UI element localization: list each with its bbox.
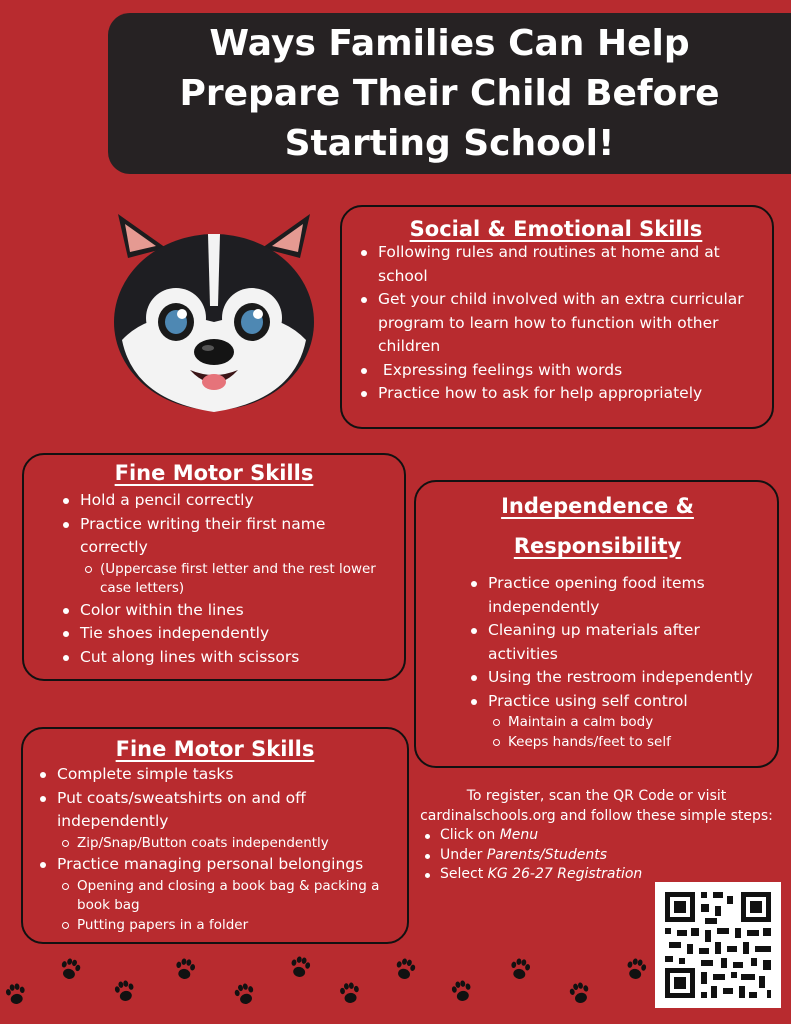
paw-print-icon (289, 955, 312, 979)
husky-mascot-icon (104, 210, 324, 420)
independence-card (414, 480, 779, 768)
registration-step (440, 826, 779, 846)
social-emotional-heading: Social & Emotional Skills (409, 217, 703, 241)
paw-print-border (0, 950, 791, 1024)
list-subitem: Keeps hands/feet to self (508, 733, 767, 753)
fine-motor-card (22, 453, 406, 681)
step-emphasis: Menu (499, 827, 539, 843)
gross-motor-heading: Fine Motor Skills (115, 737, 315, 761)
list-subitem: Maintain a calm body (508, 713, 767, 733)
title-line-3: Starting School! (284, 122, 615, 164)
title-banner (108, 13, 791, 174)
paw-print-icon (339, 982, 360, 1005)
list-subitem: Zip/Snap/Button coats independently (77, 834, 397, 854)
paw-print-icon (394, 957, 417, 981)
registration-steps (414, 826, 779, 885)
list-item: Complete simple tasks (57, 763, 397, 787)
list-item: Following rules and routines at home and at school (378, 241, 758, 288)
page-title (180, 19, 720, 169)
registration-intro: To register, scan the QR Code or visit cardinalschools.org and follow these simple steps: (420, 788, 773, 824)
independence-heading-line-1: Independence & (501, 494, 694, 518)
title-line-2: Prepare Their Child Before (179, 72, 720, 114)
step-text: Under (440, 846, 487, 863)
registration-instructions (414, 787, 779, 885)
list-item: Cut along lines with scissors (80, 646, 392, 670)
list-item: Color within the lines (80, 599, 392, 623)
independence-heading (428, 486, 767, 566)
gross-motor-card (21, 727, 409, 944)
paw-print-icon (233, 982, 256, 1006)
list-item: Get your child involved with an extra curricular program to learn how to function with other children (378, 288, 758, 359)
independence-heading-line-2: Responsibility (513, 534, 682, 558)
paw-print-icon (509, 957, 531, 980)
social-emotional-card (340, 205, 774, 429)
list-item: Practice writing their first name correctly (80, 513, 392, 560)
step-emphasis: Parents/Students (486, 846, 607, 863)
gross-motor-list (33, 763, 397, 935)
list-item: Practice using self control (488, 690, 767, 714)
paw-print-icon (113, 979, 136, 1003)
paw-print-icon (174, 957, 196, 980)
step-text: Click on (440, 827, 500, 843)
list-item: Hold a pencil correctly (80, 489, 392, 513)
list-item: Expressing feelings with words (378, 359, 758, 383)
independence-list (464, 572, 767, 752)
step-text: Select (440, 866, 488, 882)
list-item: Practice how to ask for help appropriately (378, 382, 758, 406)
title-line-1: Ways Families Can Help (209, 22, 690, 64)
paw-print-icon (450, 979, 473, 1003)
list-subitem: Putting papers in a folder (77, 916, 397, 936)
social-emotional-list (354, 241, 758, 406)
list-subitem: (Uppercase first letter and the rest lower case letters) (100, 560, 392, 599)
fine-motor-heading: Fine Motor Skills (114, 461, 314, 485)
list-item: Practice managing personal belongings (57, 853, 397, 877)
fine-motor-list (56, 489, 392, 669)
step-emphasis: KG 26-27 Registration (487, 866, 643, 882)
list-subitem: Opening and closing a book bag & packing a book bag (77, 877, 397, 916)
paw-print-icon (625, 957, 648, 981)
list-item: Cleaning up materials after activities (488, 619, 767, 666)
registration-step (440, 846, 779, 866)
paw-print-icon (568, 981, 591, 1005)
paw-print-icon (59, 957, 82, 981)
list-item: Put coats/sweatshirts on and off independently (57, 787, 397, 834)
list-item: Using the restroom independently (488, 666, 767, 690)
list-item: Practice opening food items independently (488, 572, 767, 619)
paw-print-icon (5, 982, 27, 1005)
list-item: Tie shoes independently (80, 622, 392, 646)
